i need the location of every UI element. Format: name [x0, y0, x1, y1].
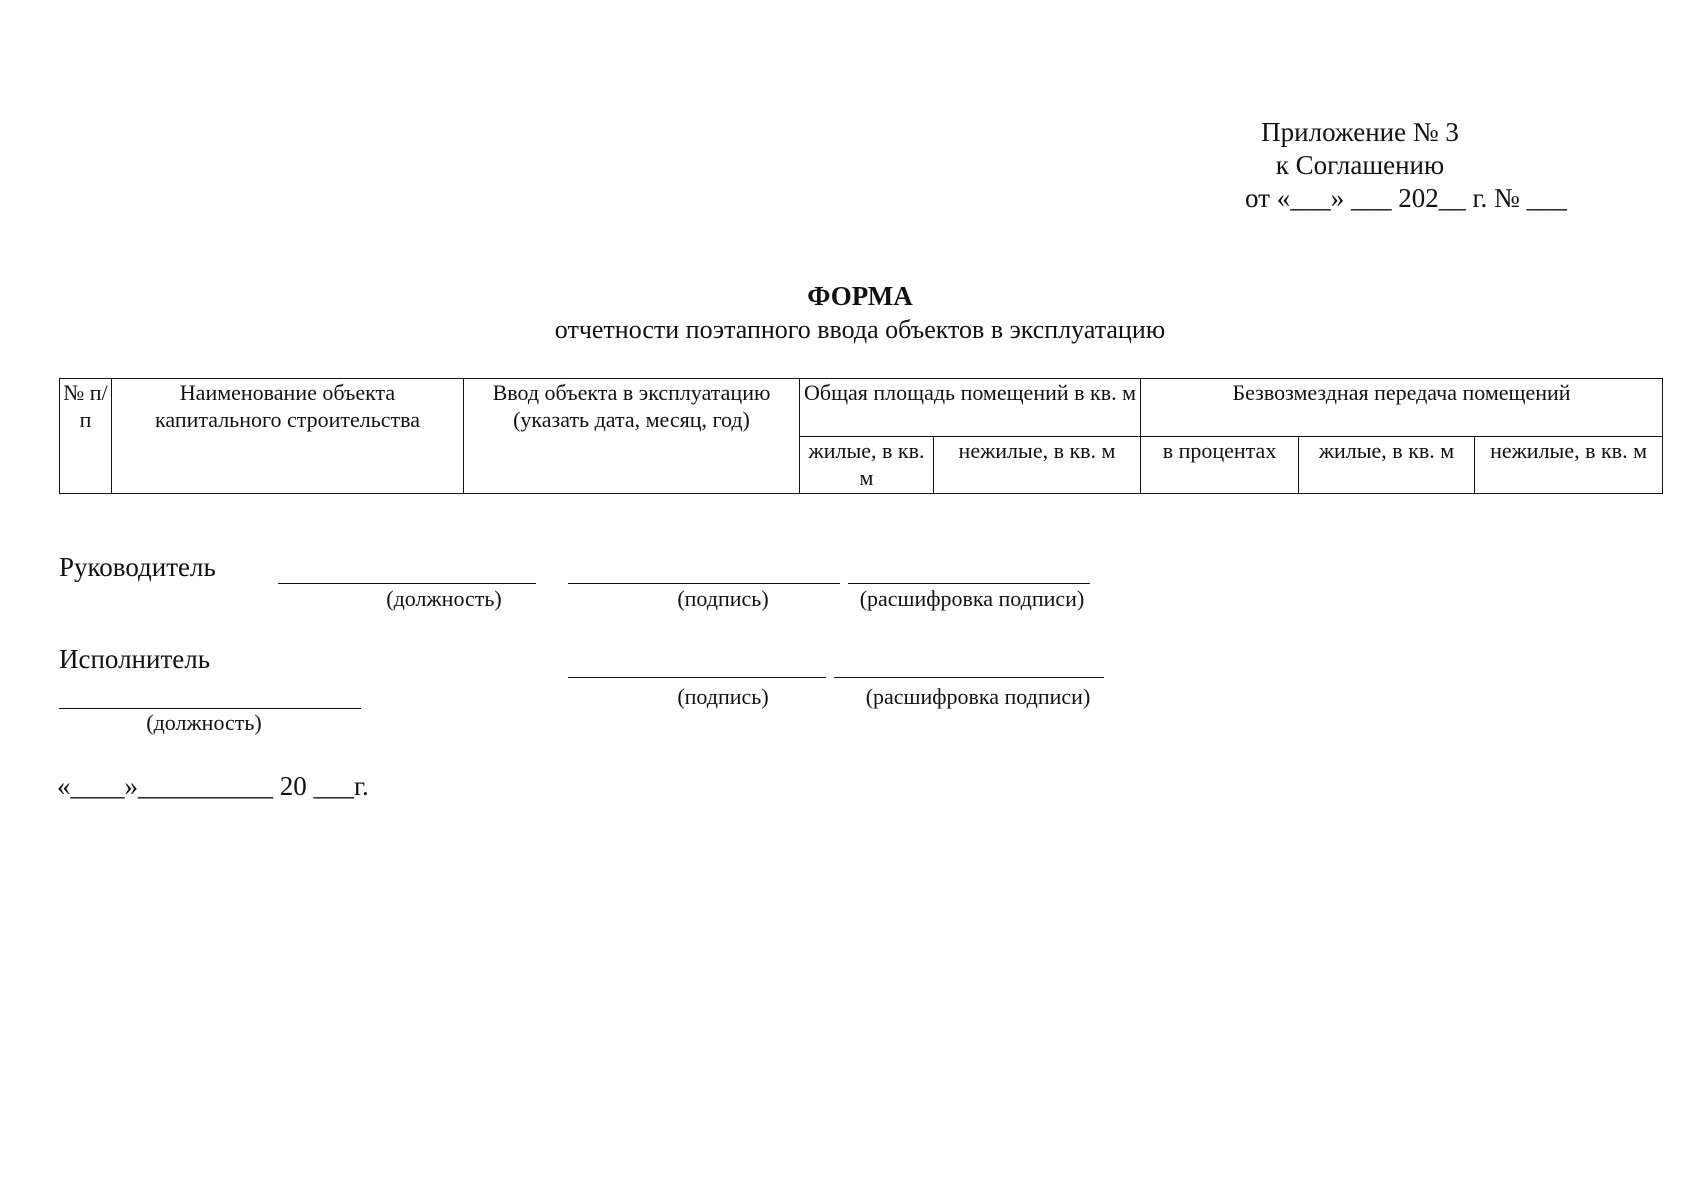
executor-decoding-line[interactable]: [834, 677, 1104, 678]
appendix-number: Приложение № 3: [1261, 117, 1459, 147]
executor-position-line[interactable]: [59, 708, 361, 709]
form-subtitle: отчетности поэтапного ввода объектов в эксплуатацию: [554, 315, 1166, 344]
report-table: [59, 378, 1663, 494]
header-transfer-percent: в процентах: [1141, 436, 1299, 494]
executor-signature-caption: (подпись): [677, 684, 769, 709]
head-decoding-line[interactable]: [848, 583, 1090, 584]
header-commissioning-date: Ввод объекта в эксплуатацию (указать дата, месяц, год): [464, 379, 800, 494]
header-object-name: Наименование объекта капитального строительства: [112, 379, 464, 494]
header-residential-area: жилые, в кв. м: [800, 436, 934, 494]
header-nonresidential-area: нежилые, в кв. м: [934, 436, 1141, 494]
form-title: ФОРМА: [807, 281, 913, 311]
header-transfer-nonresidential: нежилые, в кв. м: [1475, 436, 1663, 494]
header-number: № п/п: [60, 379, 112, 494]
executor-decoding-caption: (расшифровка подписи): [865, 684, 1091, 709]
header-total-area: Общая площадь помещений в кв. м: [800, 379, 1141, 437]
appendix-date: от «___» ___ 202__ г. № ___: [1245, 183, 1567, 213]
head-position-line[interactable]: [278, 583, 536, 584]
date-line: «____»__________ 20 ___г.: [57, 771, 369, 801]
head-position-caption: (должность): [386, 586, 502, 611]
appendix-header: [1195, 116, 1595, 215]
appendix-agreement: к Соглашению: [1275, 150, 1445, 180]
head-decoding-caption: (расшифровка подписи): [859, 586, 1085, 611]
head-signature-caption: (подпись): [677, 586, 769, 611]
head-signature-line[interactable]: [568, 583, 840, 584]
executor-label: Исполнитель: [59, 644, 211, 674]
header-free-transfer: Безвозмездная передача помещений: [1141, 379, 1663, 437]
header-transfer-residential: жилые, в кв. м: [1299, 436, 1475, 494]
executor-position-caption: (должность): [146, 710, 262, 735]
head-label: Руководитель: [59, 552, 216, 582]
executor-signature-line[interactable]: [568, 677, 826, 678]
